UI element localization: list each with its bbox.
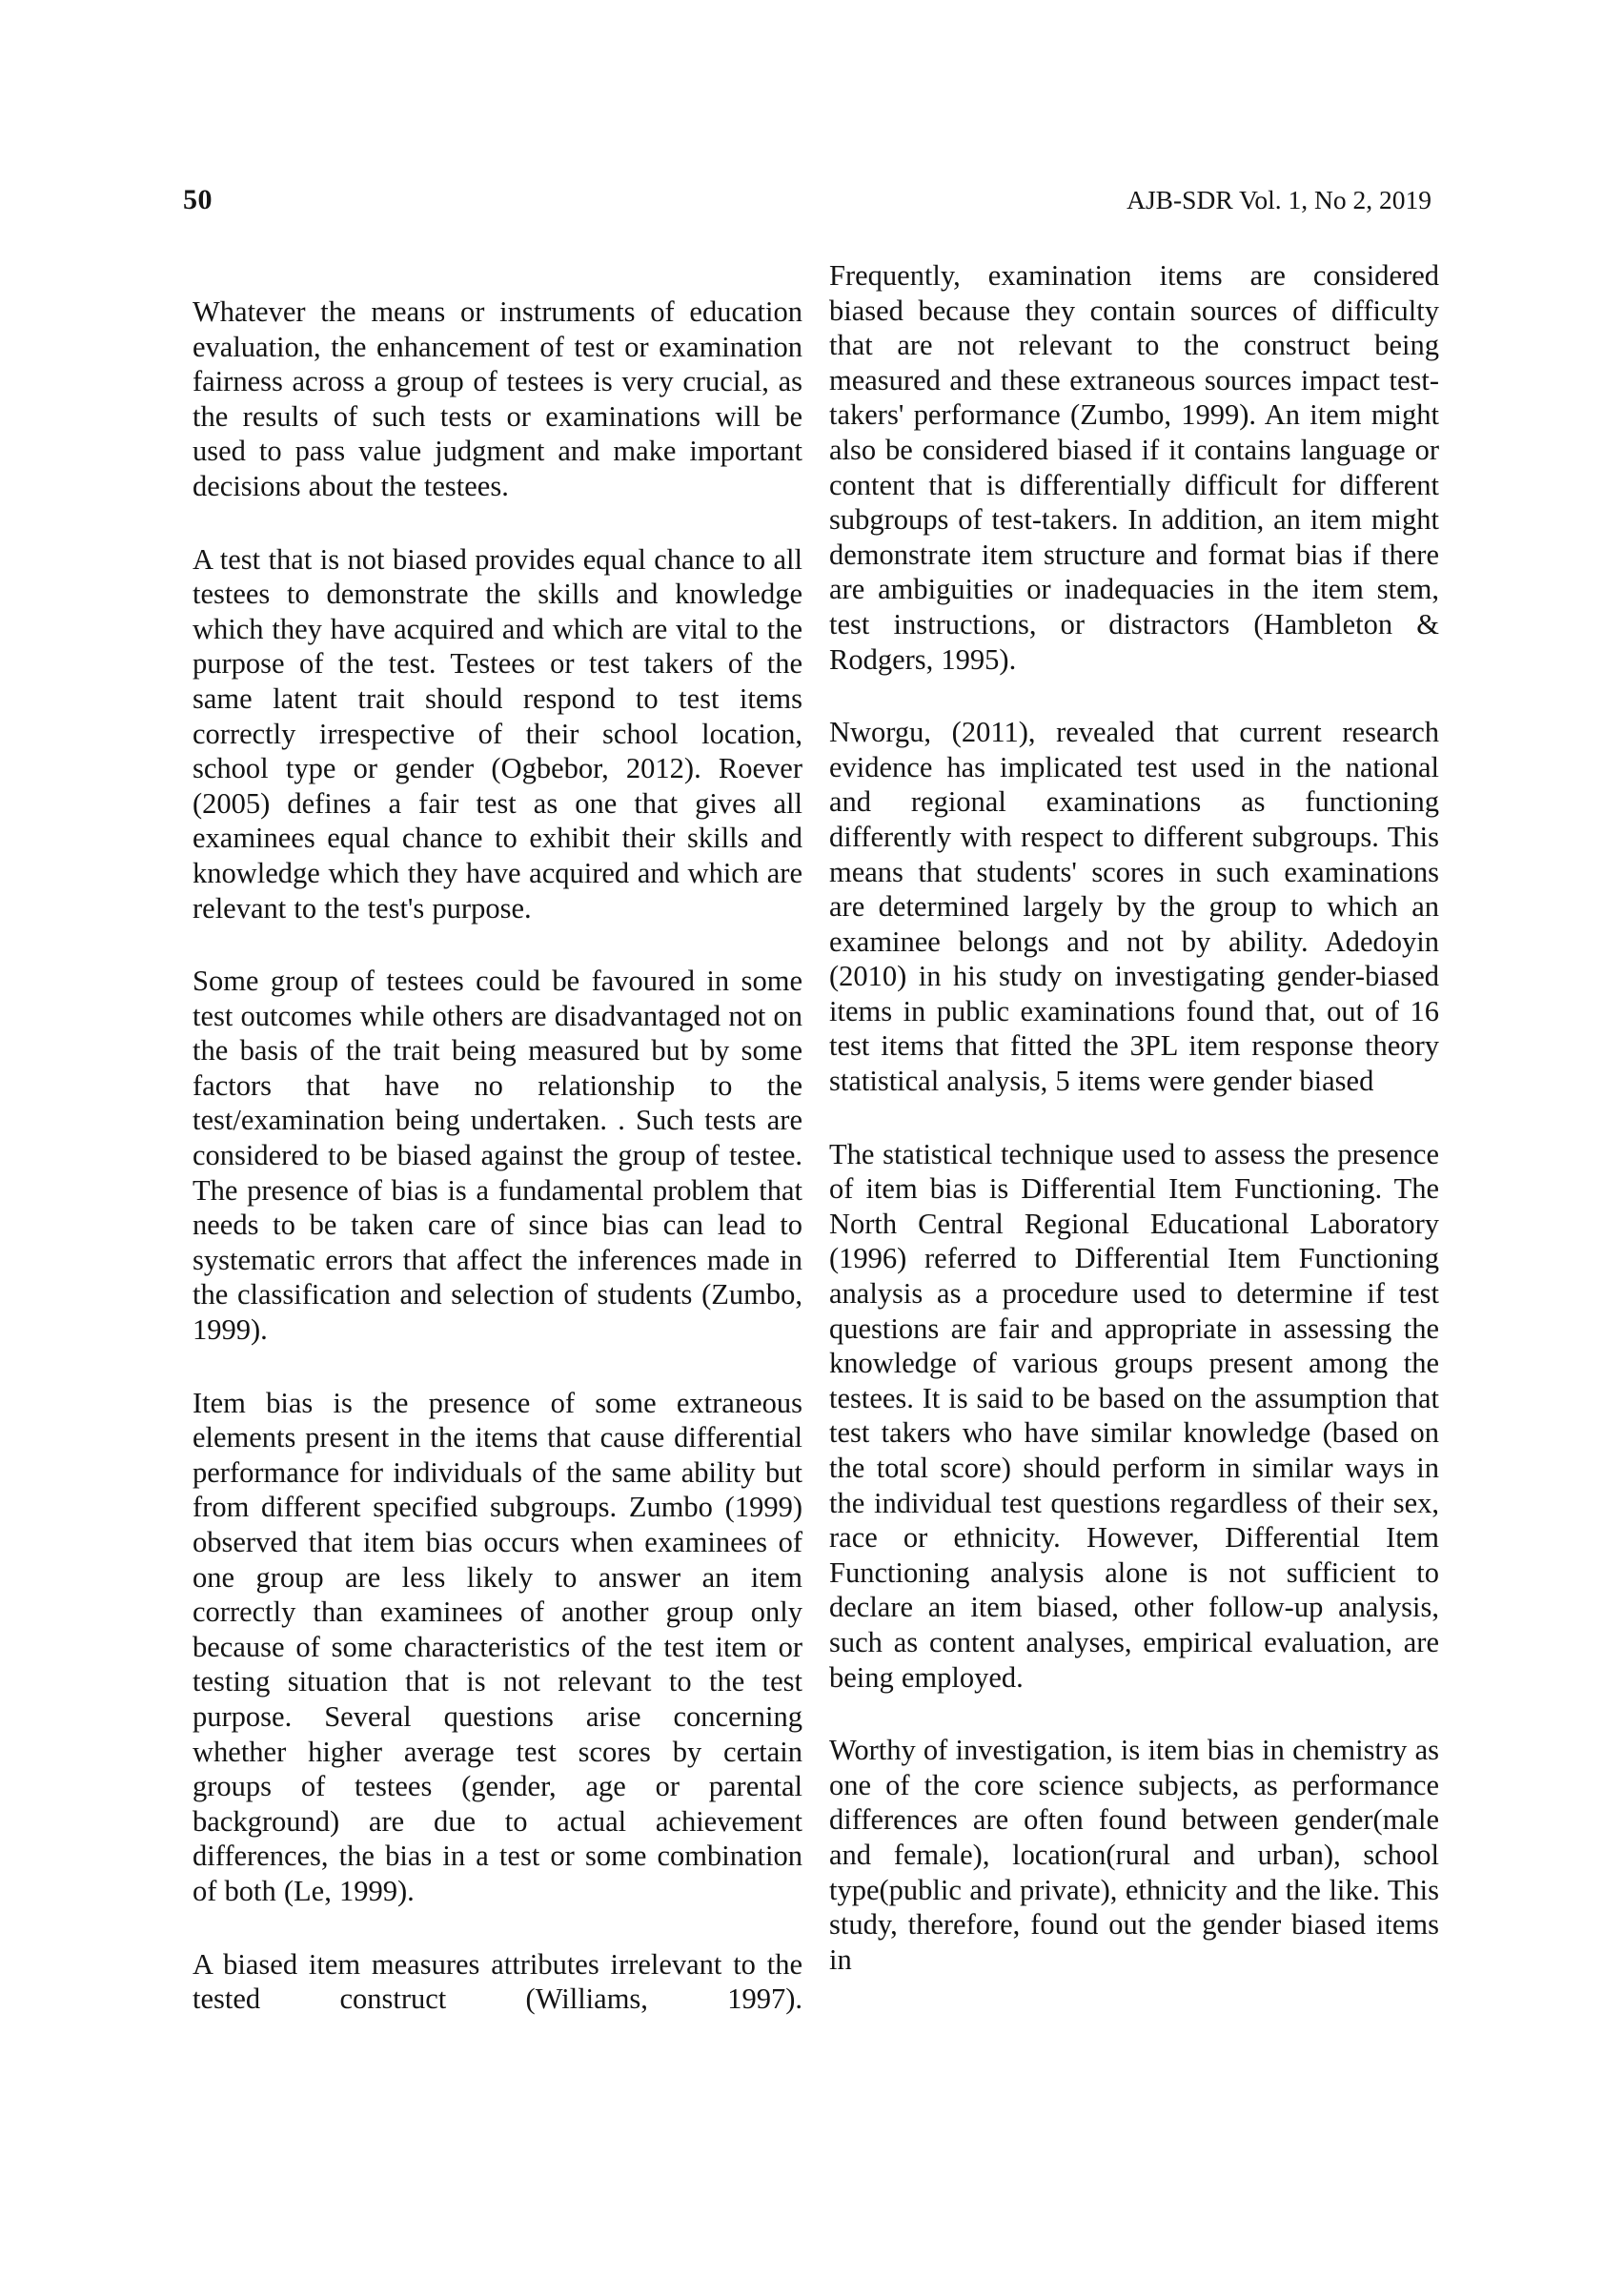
paragraph-unbiased-test: A test that is not biased provides equal chance to all testees to demonstrate the skills and knowledge which they have acquired and which are vital to the purpose of the test. Testees or test takers of the same latent trait should respond to test items correctly irrespective of their school location, school type or gender (Ogbebor, 2012). Roever (2005) defines a fair test as one that gives all examinees equal chance to exhibit their skills and knowledge which they have acquired and which are relevant to the test's purpose.	[193, 542, 802, 925]
paragraph-education-evaluation: Whatever the means or instruments of education evaluation, the enhancement of test or examination fairness across a group of testees is very crucial, as the results of such tests or examinations will be used to pass value judgment and make important decisions about the testees.	[193, 295, 802, 502]
page-header	[183, 184, 1431, 216]
page-number: 50	[183, 184, 213, 215]
paragraph-nworgu-research: Nworgu, (2011), revealed that current research evidence has implicated test used in the national and regional examinations as functioning differently with respect to different subgroups. This means that students' scores in such examinations are determined largely by the group to which an examinee belongs and not by ability. Adedoyin (2010) in his study on investigating gender-biased items in public examinations found that, out of 16 test items that fitted the 3PL item response theory statistical analysis, 5 items were gender biased	[829, 716, 1439, 1098]
right-column	[829, 258, 1439, 2017]
paragraph-dif-technique: The statistical technique used to assess the presence of item bias is Differential Item Functioning. The North Central Regional Educational Laboratory (1996) referred to Differential Item Functioning analysis as a procedure used to determine if test questions are fair and appropriate in assessing the knowledge of various groups present among the testees. It is said to be based on the assumption that test takers who have similar knowledge (based on the total score) should perform in similar ways in the individual test questions regardless of their sex, race or ethnicity. However, Differential Item Functioning analysis alone is not sufficient to declare an item biased, other follow-up analysis, such as content analyses, empirical evaluation, are being employed.	[829, 1137, 1439, 1694]
journal-volume-reference: AJB-SDR Vol. 1, No 2, 2019	[1127, 185, 1431, 214]
paragraph-biased-examination-items: Frequently, examination items are considered biased because they contain sources of difficulty that are not relevant to the construct being measured and these extraneous sources impact test-takers' performance (Zumbo, 1999). An item might also be considered biased if it contains language or content that is differentially difficult for different subgroups of test-takers. In addition, an item might demonstrate item structure and format bias if there are ambiguities or inadequacies in the item stem, test instructions, or distractors (Hambleton & Rodgers, 1995).	[829, 259, 1439, 676]
paragraph-biased-item-measures: A biased item measures attributes irrelevant to the tested construct (Williams, 1997).	[193, 1947, 802, 2016]
two-column-body	[193, 258, 1439, 2017]
paragraph-favoured-groups: Some group of testees could be favoured in some test outcomes while others are disadvantaged not on the basis of the trait being measured but by some factors that have no relationship to the test/examination being undertaken. . Such tests are considered to be biased against the group of testee. The presence of bias is a fundamental problem that needs to be taken care of since bias can lead to systematic errors that affect the inferences made in the classification and selection of students (Zumbo, 1999).	[193, 965, 802, 1347]
paragraph-worthy-of-investigation: Worthy of investigation, is item bias in chemistry as one of the core science subjects, as performance differences are often found between gender(male and female), location(rural and urban), school type(public and private), ethnicity and the like. This study, therefore, found out the gender biased items in	[829, 1734, 1439, 1976]
left-column	[193, 258, 802, 2017]
paragraph-item-bias-definition: Item bias is the presence of some extraneous elements present in the items that cause differential performance for individuals of the same ability but from different specified subgroups. Zumbo (1999) observed that item bias occurs when examinees of one group are less likely to answer an item correctly than examinees of another group only because of some characteristics of the test item or testing situation that is not relevant to the test purpose. Several questions arise concerning whether higher average test scores by certain groups of testees (gender, age or parental background) are due to actual achievement differences, the bias in a test or some combination of both (Le, 1999).	[193, 1386, 802, 1907]
